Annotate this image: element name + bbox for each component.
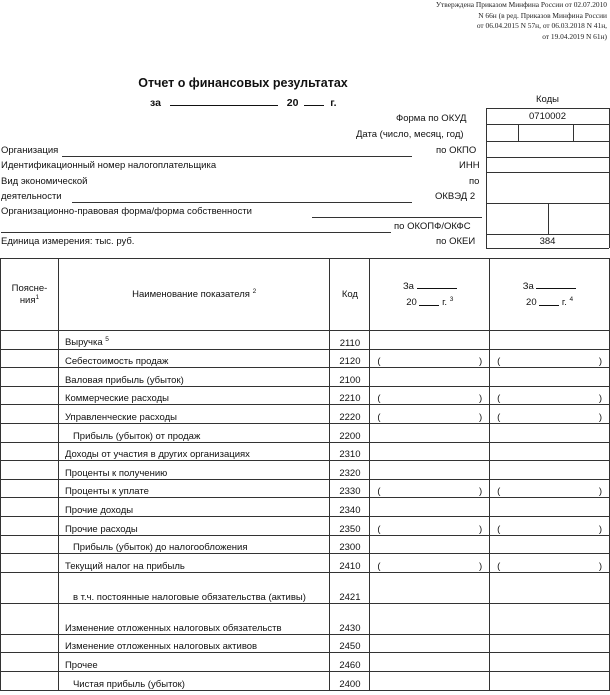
- notes-cell[interactable]: [1, 653, 59, 672]
- table-row: [1, 461, 610, 480]
- indicator-name: Чистая прибыль (убыток): [58, 671, 329, 690]
- indicator-name: Себестоимость продаж: [58, 349, 329, 368]
- approval-line-2: N 66н (в ред. Приказов Минфина России: [478, 10, 607, 20]
- codes-header: Коды: [536, 94, 559, 105]
- okei-code: 384: [539, 236, 556, 247]
- approval-note: [347, 0, 607, 42]
- value-period1[interactable]: [370, 498, 490, 517]
- value-period2[interactable]: ( ): [490, 386, 610, 405]
- indicator-name: Управленческие расходы: [58, 405, 329, 424]
- indicator-name: Прочие доходы: [58, 498, 329, 517]
- indicator-name: Текущий налог на прибыль: [58, 554, 329, 573]
- approval-line-1: Утверждена Приказом Минфина России от 02.07.2010: [435, 0, 607, 9]
- table-row: [1, 634, 610, 653]
- indicator-code: 2400: [330, 671, 370, 690]
- indicator-code: 2210: [330, 386, 370, 405]
- table-row: [1, 331, 610, 350]
- value-period1[interactable]: ( ): [370, 554, 490, 573]
- notes-cell[interactable]: [1, 479, 59, 498]
- value-period1[interactable]: ( ): [370, 349, 490, 368]
- legal-form-label: Организационно-правовая форма/форма собственности: [1, 206, 252, 217]
- notes-cell[interactable]: [1, 386, 59, 405]
- notes-cell[interactable]: [1, 572, 59, 603]
- notes-cell[interactable]: [1, 405, 59, 424]
- table-row: [1, 386, 610, 405]
- period-year-prefix: 20: [286, 97, 299, 109]
- table-row: [1, 349, 610, 368]
- col-notes-header: Поясне-ния$^1$: [1, 259, 59, 331]
- notes-cell[interactable]: [1, 535, 59, 554]
- value-period2[interactable]: [490, 461, 610, 480]
- indicator-code: 2320: [330, 461, 370, 480]
- okpo-label: по ОКПО: [436, 145, 477, 156]
- value-period2[interactable]: [490, 331, 610, 350]
- value-period1[interactable]: [370, 423, 490, 442]
- value-period2[interactable]: [490, 535, 610, 554]
- indicator-name: Прибыль (убыток) до налогообложения: [58, 535, 329, 554]
- okei-label: по ОКЕИ: [436, 236, 476, 247]
- indicator-code: 2220: [330, 405, 370, 424]
- value-period2[interactable]: ( ): [490, 554, 610, 573]
- okved-label-2: ОКВЭД 2: [435, 191, 476, 202]
- value-period2[interactable]: ( ): [490, 349, 610, 368]
- col-period2-header: За 20 г. $^4$: [490, 259, 610, 331]
- table-row: [1, 479, 610, 498]
- indicator-code: 2200: [330, 423, 370, 442]
- value-period1[interactable]: [370, 634, 490, 653]
- table-row: [1, 368, 610, 387]
- okopf-label: по ОКОПФ/ОКФС: [394, 221, 471, 232]
- period-date-field[interactable]: [170, 94, 278, 106]
- value-period2[interactable]: [490, 603, 610, 634]
- activity-label-2: деятельности: [1, 191, 62, 202]
- value-period2[interactable]: [490, 653, 610, 672]
- value-period1[interactable]: [370, 671, 490, 690]
- date-label: Дата (число, месяц, год): [356, 129, 464, 140]
- notes-cell[interactable]: [1, 498, 59, 517]
- table-row: [1, 535, 610, 554]
- notes-cell[interactable]: [1, 516, 59, 535]
- value-period2[interactable]: ( ): [490, 405, 610, 424]
- organization-label: Организация: [1, 145, 59, 156]
- value-period1[interactable]: [370, 603, 490, 634]
- approval-line-4: от 19.04.2019 N 61н): [542, 31, 607, 41]
- indicator-name: Изменение отложенных налоговых активов: [58, 634, 329, 653]
- value-period1[interactable]: [370, 461, 490, 480]
- value-period2[interactable]: [490, 634, 610, 653]
- report-title: Отчет о финансовых результатах: [138, 76, 348, 90]
- table-row: [1, 671, 610, 690]
- notes-cell[interactable]: [1, 634, 59, 653]
- inn-desc-label: Идентификационный номер налогоплательщика: [1, 160, 217, 171]
- col-period1-header: За 20 г. $^3$: [370, 259, 490, 331]
- table-row: [1, 405, 610, 424]
- indicator-code: 2310: [330, 442, 370, 461]
- indicator-code: 2100: [330, 368, 370, 387]
- value-period1[interactable]: [370, 331, 490, 350]
- indicator-name: Проценты к получению: [58, 461, 329, 480]
- col-name-header: Наименование показателя $^2$: [58, 259, 329, 331]
- value-period2[interactable]: [490, 423, 610, 442]
- table-row: [1, 516, 610, 535]
- value-period1[interactable]: ( ): [370, 405, 490, 424]
- value-period2[interactable]: [490, 498, 610, 517]
- value-period2[interactable]: ( ): [490, 479, 610, 498]
- table-row: [1, 554, 610, 573]
- indicator-name: Доходы от участия в других организациях: [58, 442, 329, 461]
- indicator-name: Валовая прибыль (убыток): [58, 368, 329, 387]
- indicator-name: Прибыль (убыток) от продаж: [58, 423, 329, 442]
- indicator-code: 2110: [330, 331, 370, 350]
- indicator-code: 2460: [330, 653, 370, 672]
- indicator-code: 2421: [330, 572, 370, 603]
- value-period1[interactable]: [370, 442, 490, 461]
- table-row: [1, 653, 610, 672]
- indicator-code: 2410: [330, 554, 370, 573]
- notes-cell[interactable]: [1, 603, 59, 634]
- unit-label: Единица измерения: тыс. руб.: [1, 236, 135, 247]
- value-period1[interactable]: ( ): [370, 516, 490, 535]
- notes-cell[interactable]: [1, 423, 59, 442]
- period-year-field[interactable]: [304, 94, 324, 106]
- value-period2[interactable]: [490, 572, 610, 603]
- table-row: [1, 442, 610, 461]
- indicator-code: 2330: [330, 479, 370, 498]
- value-period2[interactable]: ( ): [490, 516, 610, 535]
- activity-label-1: Вид экономической: [1, 176, 88, 187]
- okud-label: Форма по ОКУД: [396, 113, 467, 124]
- indicator-code: 2300: [330, 535, 370, 554]
- notes-cell[interactable]: [1, 349, 59, 368]
- indicator-code: 2450: [330, 634, 370, 653]
- indicator-name: Проценты к уплате: [58, 479, 329, 498]
- indicator-name: Прочее: [58, 653, 329, 672]
- table-row: [1, 498, 610, 517]
- indicator-name: Изменение отложенных налоговых обязательств: [58, 603, 329, 634]
- value-period1[interactable]: [370, 535, 490, 554]
- indicator-code: 2430: [330, 603, 370, 634]
- table-row: [1, 423, 610, 442]
- okud-code: 0710002: [529, 111, 566, 122]
- approval-line-3: от 06.04.2015 N 57н, от 06.03.2018 N 41н,: [476, 21, 607, 31]
- okved-label-1: по: [469, 176, 480, 187]
- table-row: [1, 572, 610, 603]
- period-prefix: за: [150, 97, 161, 109]
- value-period1[interactable]: [370, 368, 490, 387]
- notes-cell[interactable]: [1, 442, 59, 461]
- results-table: [0, 258, 610, 691]
- col-code-header: Код: [330, 259, 370, 331]
- indicator-name: Выручка $^5$: [58, 331, 329, 350]
- table-row: [1, 603, 610, 634]
- indicator-code: 2340: [330, 498, 370, 517]
- indicator-code: 2120: [330, 349, 370, 368]
- value-period2[interactable]: [490, 671, 610, 690]
- report-period: [150, 94, 337, 109]
- indicator-code: 2350: [330, 516, 370, 535]
- indicator-name: в т.ч. постоянные налоговые обязательства (активы): [58, 572, 329, 603]
- value-period1[interactable]: ( ): [370, 386, 490, 405]
- inn-label: ИНН: [459, 160, 480, 171]
- notes-cell[interactable]: [1, 554, 59, 573]
- indicator-name: Коммерческие расходы: [58, 386, 329, 405]
- value-period2[interactable]: [490, 368, 610, 387]
- period-suffix: г.: [330, 97, 337, 109]
- indicator-name: Прочие расходы: [58, 516, 329, 535]
- notes-cell[interactable]: [1, 671, 59, 690]
- notes-cell[interactable]: [1, 331, 59, 350]
- notes-cell[interactable]: [1, 461, 59, 480]
- value-period1[interactable]: ( ): [370, 479, 490, 498]
- value-period1[interactable]: [370, 572, 490, 603]
- value-period2[interactable]: [490, 442, 610, 461]
- value-period1[interactable]: [370, 653, 490, 672]
- notes-cell[interactable]: [1, 368, 59, 387]
